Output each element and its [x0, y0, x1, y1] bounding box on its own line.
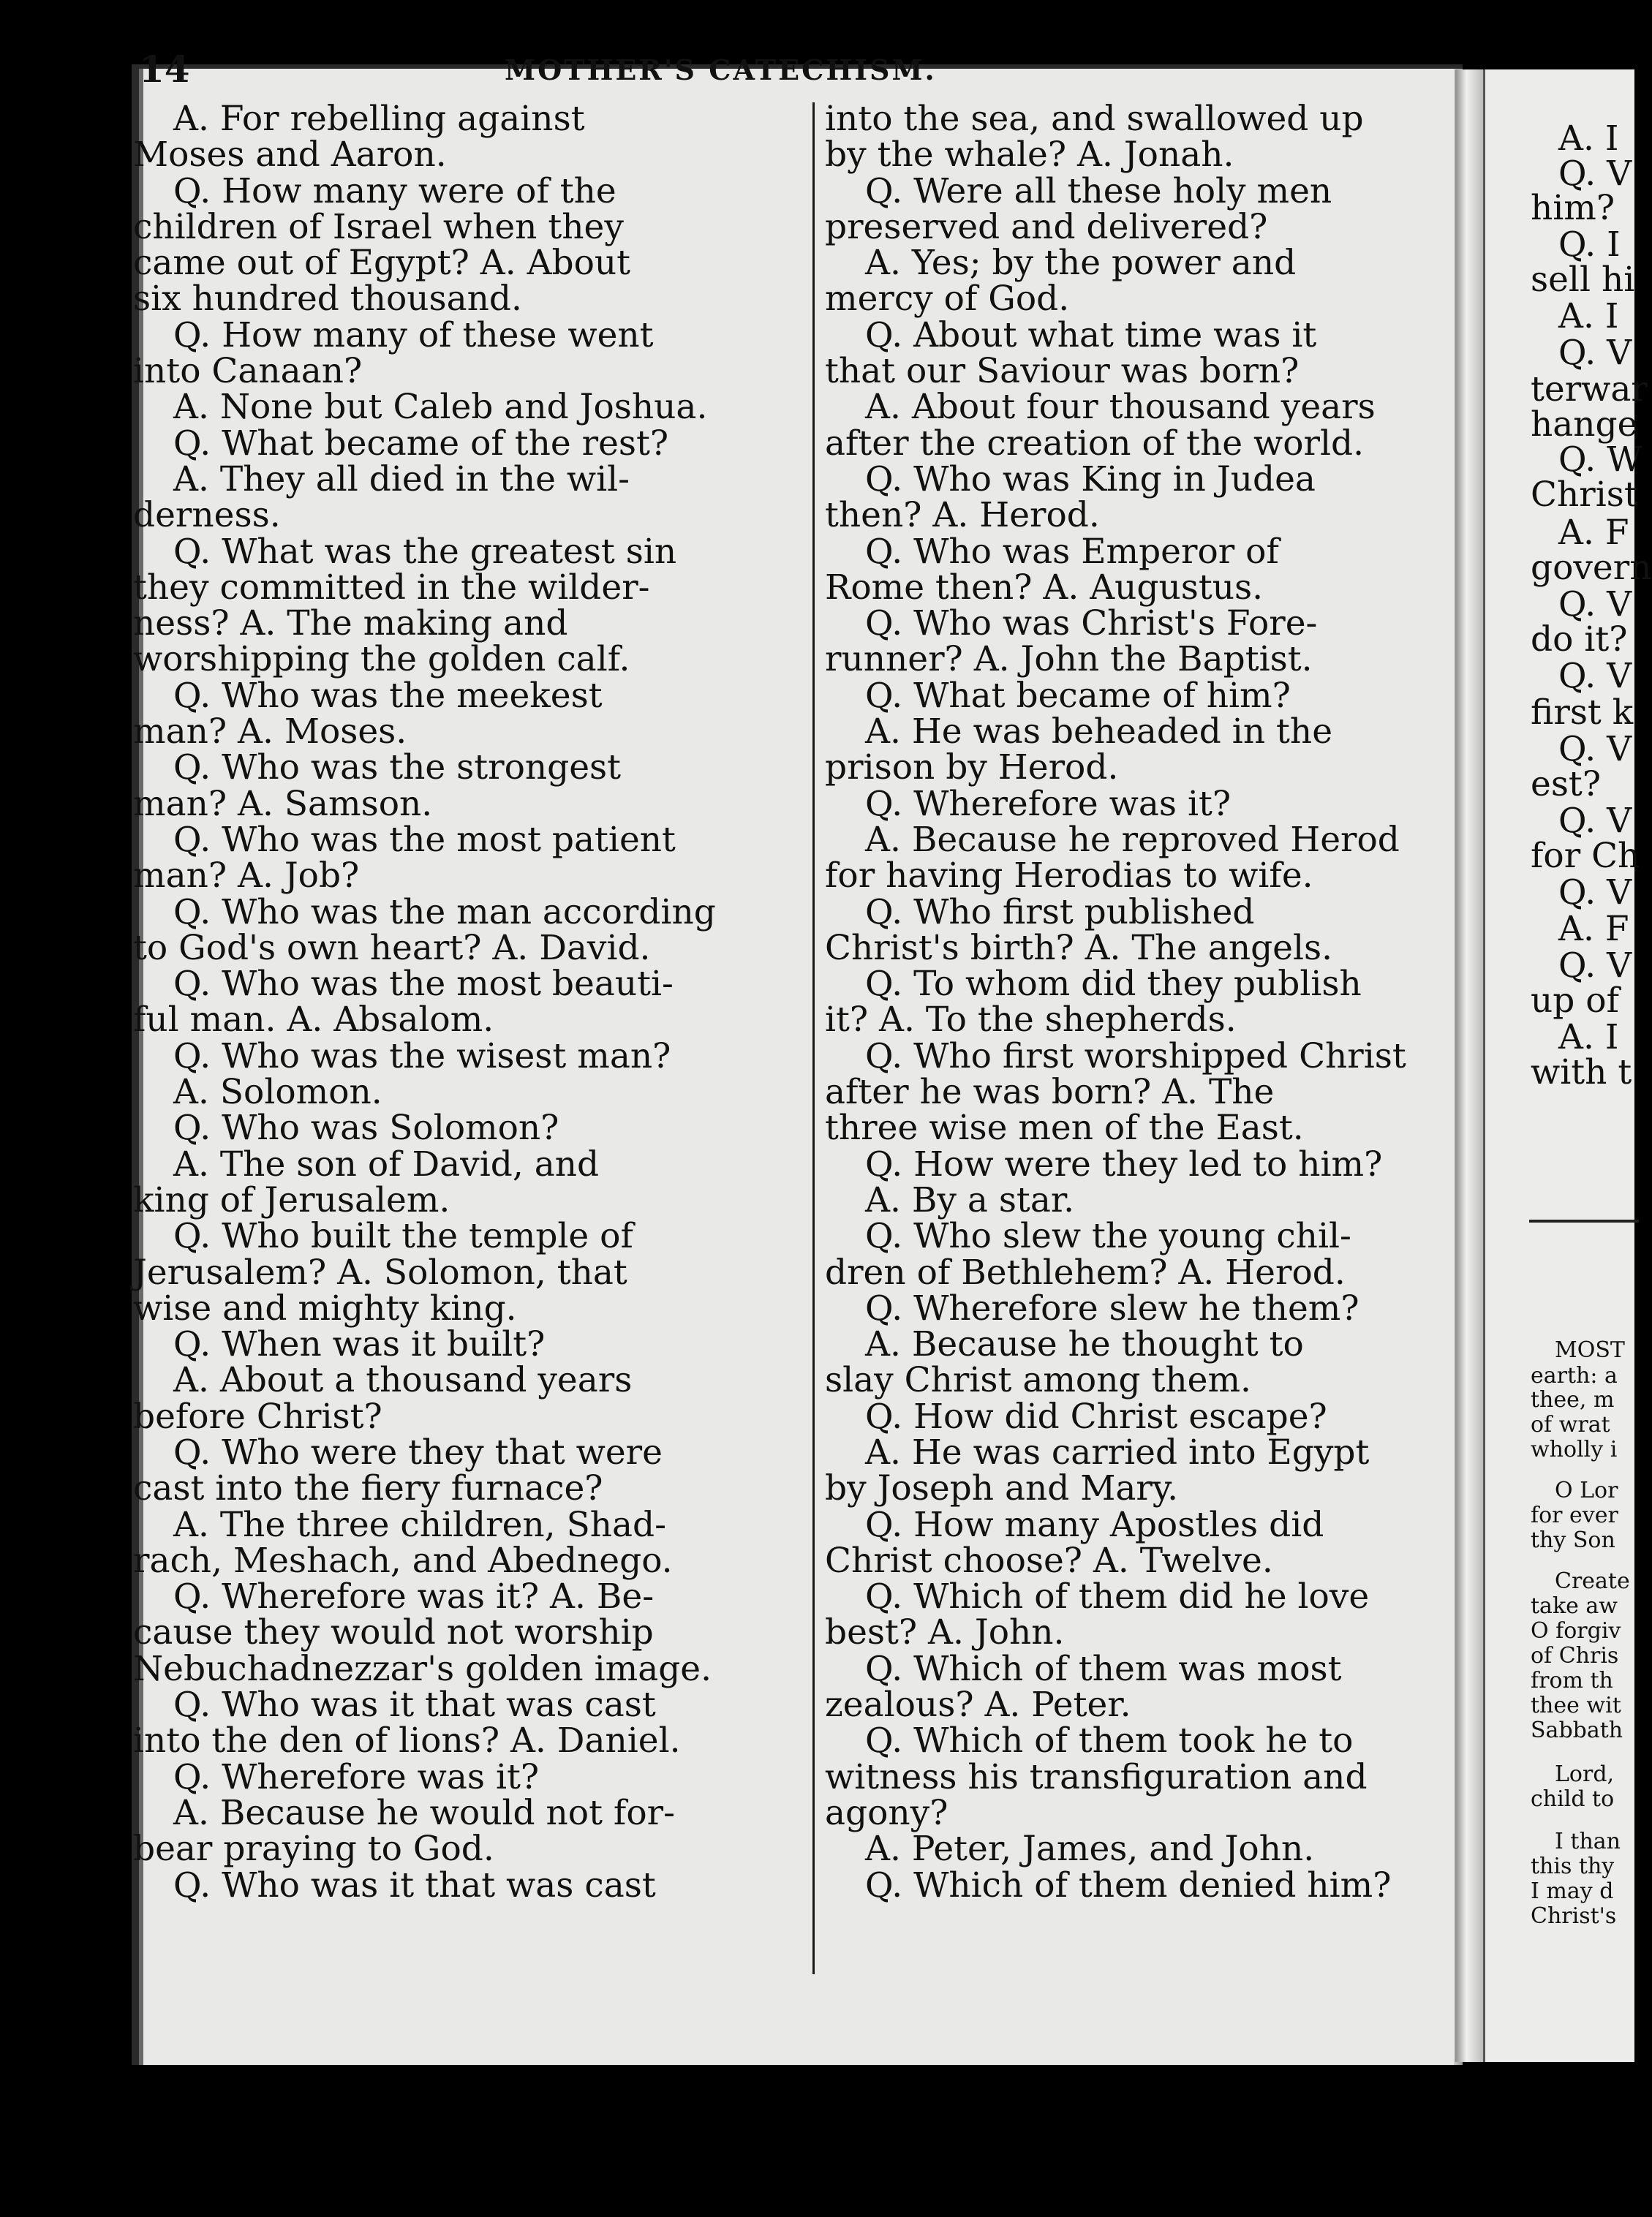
right-page-fragment: Q. W: [1558, 439, 1642, 480]
right-page-fragment: est?: [1531, 764, 1602, 804]
right-page-fragment: Q. V: [1558, 656, 1632, 696]
text-line: A. They all died in the wil-: [173, 458, 630, 499]
text-line: Q. How were they led to him?: [865, 1144, 1383, 1185]
right-page-fragment: I than: [1555, 1829, 1621, 1854]
right-page-fragment: govern: [1531, 548, 1652, 588]
text-line: runner? A. John the Baptist.: [825, 639, 1313, 680]
text-line: Q. How many were of the: [173, 170, 616, 211]
text-line: Q. Who were they that were: [173, 1432, 663, 1473]
text-line: man? A. Moses.: [133, 711, 407, 752]
text-line: Jerusalem? A. Solomon, that: [133, 1252, 627, 1293]
text-line: Q. Who was the strongest: [173, 747, 622, 788]
text-line: agony?: [825, 1792, 948, 1833]
right-page-fragment: A. I: [1558, 118, 1619, 159]
right-page-fragment: of wrat: [1531, 1412, 1610, 1438]
page-number: 14: [139, 48, 190, 91]
right-page-fragment: O Lor: [1555, 1478, 1618, 1503]
text-column-right: [825, 99, 1406, 1906]
text-line: Q. Which of them did he love: [865, 1576, 1370, 1617]
right-page-fragment: do it?: [1531, 619, 1628, 660]
right-page-fragment: Q. V: [1558, 801, 1632, 841]
text-line: Christ choose? A. Twelve.: [825, 1540, 1273, 1581]
text-line: witness his transfiguration and: [825, 1756, 1368, 1797]
text-line: Q. Who was it that was cast: [173, 1685, 656, 1726]
text-line: A. About a thousand years: [173, 1360, 633, 1401]
text-column-left: [133, 99, 810, 1906]
text-line: mercy of God.: [825, 279, 1070, 320]
text-line: A. About four thousand years: [865, 387, 1376, 428]
text-line: Rome then? A. Augustus.: [825, 567, 1264, 608]
text-line: A. Solomon.: [173, 1072, 382, 1113]
right-page-fragment: A. F: [1558, 909, 1629, 949]
text-line: for having Herodias to wife.: [825, 856, 1313, 896]
book-gutter: [1455, 69, 1483, 2062]
text-line: Q. Who first worshipped Christ: [865, 1035, 1406, 1076]
right-page-fragment: thee wit: [1531, 1693, 1621, 1718]
text-line: Q. How many of these went: [173, 314, 654, 355]
right-page-fragment: first k: [1531, 692, 1634, 733]
right-page-fragment: Create: [1555, 1568, 1630, 1594]
text-line: Q. To whom did they publish: [865, 964, 1362, 1005]
text-line: Q. Who slew the young chil-: [865, 1216, 1351, 1257]
right-page-fragment: Q. V: [1558, 872, 1632, 913]
text-line: that our Saviour was born?: [825, 351, 1300, 392]
right-page-fragment: Q. V: [1558, 945, 1632, 986]
text-line: Q. Wherefore was it?: [865, 783, 1232, 824]
text-line: preserved and delivered?: [825, 206, 1268, 247]
text-line: Q. Who first published: [865, 891, 1255, 932]
text-line: Q. Wherefore was it? A. Be-: [173, 1576, 655, 1617]
text-line: Q. Who was Christ's Fore-: [865, 603, 1318, 644]
right-page-fragment: Sabbath: [1531, 1718, 1623, 1743]
text-line: Q. Who was Solomon?: [173, 1108, 559, 1149]
right-page-fragment: Christ's: [1531, 1903, 1617, 1929]
right-page-fragment: up of: [1531, 981, 1619, 1021]
right-page-fragment: Christ: [1531, 475, 1638, 515]
text-line: Moses and Aaron.: [133, 135, 447, 175]
text-line: three wise men of the East.: [825, 1108, 1304, 1149]
right-page-fragment: A. F: [1558, 513, 1629, 553]
text-line: Q. Who built the temple of: [173, 1216, 633, 1257]
right-page-fragment: Q. I: [1558, 224, 1621, 265]
text-line: cause they would not worship: [133, 1612, 654, 1653]
text-line: into the sea, and swallowed up: [825, 99, 1364, 139]
text-line: wise and mighty king.: [133, 1288, 517, 1329]
text-line: before Christ?: [133, 1396, 382, 1437]
text-line: Q. Who was the most beauti-: [173, 964, 674, 1005]
column-divider: [812, 102, 815, 1974]
text-line: Christ's birth? A. The angels.: [825, 927, 1333, 968]
text-line: Q. Who was the wisest man?: [173, 1035, 671, 1076]
text-line: after he was born? A. The: [825, 1072, 1275, 1113]
text-line: ness? A. The making and: [133, 603, 568, 644]
text-line: derness.: [133, 495, 281, 536]
right-page-fragment: hange: [1531, 404, 1638, 445]
right-page-fragment: this thy: [1531, 1854, 1615, 1879]
text-line: Q. What was the greatest sin: [173, 531, 677, 572]
right-page-fragment: thy Son: [1531, 1527, 1615, 1553]
text-line: king of Jerusalem.: [133, 1179, 450, 1220]
text-line: worshipping the golden calf.: [133, 639, 630, 680]
text-line: into the den of lions? A. Daniel.: [133, 1721, 681, 1761]
right-page-fragment: for Ch: [1531, 836, 1640, 876]
text-line: to God's own heart? A. David.: [133, 927, 651, 968]
text-line: Q. Which of them was most: [865, 1648, 1342, 1689]
text-line: A. He was beheaded in the: [865, 711, 1333, 752]
text-line: Q. Were all these holy men: [865, 170, 1332, 211]
right-page-fragment: take aw: [1531, 1593, 1618, 1619]
text-line: Q. What became of the rest?: [173, 423, 669, 464]
text-line: ful man. A. Absalom.: [133, 1000, 494, 1040]
text-line: A. Peter, James, and John.: [865, 1829, 1315, 1870]
text-line: then? A. Herod.: [825, 495, 1100, 536]
text-line: Q. Who was the man according: [173, 891, 716, 932]
right-page-fragment: with t: [1531, 1052, 1632, 1092]
text-line: A. The three children, Shad-: [173, 1504, 667, 1545]
right-page-fragment: thee, m: [1531, 1387, 1615, 1413]
text-line: Q. How did Christ escape?: [865, 1396, 1327, 1437]
right-page-partial: [1483, 69, 1652, 2062]
text-line: A. Because he thought to: [865, 1324, 1304, 1365]
text-line: A. For rebelling against: [173, 99, 585, 139]
text-line: Q. Who was King in Judea: [865, 458, 1316, 499]
text-line: Q. Who was the meekest: [173, 675, 603, 716]
right-page-fragment: Q. V: [1558, 333, 1632, 373]
text-line: Q. Wherefore slew he them?: [865, 1288, 1359, 1329]
right-page-fragment: from th: [1531, 1668, 1613, 1693]
right-page-fragment: him?: [1531, 188, 1615, 228]
text-line: Q. Wherefore was it?: [173, 1756, 540, 1797]
text-line: six hundred thousand.: [133, 279, 522, 320]
text-line: man? A. Job?: [133, 856, 360, 896]
text-line: A. He was carried into Egypt: [865, 1432, 1370, 1473]
right-page-fragment: wholly i: [1531, 1437, 1618, 1462]
text-line: Q. Who was Emperor of: [865, 531, 1279, 572]
text-line: children of Israel when they: [133, 206, 624, 247]
text-line: A. The son of David, and: [173, 1144, 600, 1185]
text-line: A. None but Caleb and Joshua.: [173, 387, 708, 428]
text-line: Q. What became of him?: [865, 675, 1291, 716]
right-page-fragment: of Chris: [1531, 1643, 1619, 1669]
text-line: by Joseph and Mary.: [825, 1468, 1179, 1509]
right-page-fragment: Q. V: [1558, 729, 1632, 769]
text-line: bear praying to God.: [133, 1829, 494, 1870]
text-line: dren of Bethlehem? A. Herod.: [825, 1252, 1346, 1293]
text-line: cast into the fiery furnace?: [133, 1468, 603, 1509]
text-line: they committed in the wilder-: [133, 567, 650, 608]
right-page-fragment: child to: [1531, 1786, 1615, 1812]
right-page-fragment: Q. V: [1558, 584, 1632, 624]
text-line: A. Because he reproved Herod: [865, 819, 1400, 860]
text-line: Q. Who was the most patient: [173, 819, 676, 860]
right-page-fragment: Lord,: [1555, 1761, 1615, 1787]
right-page-fragment: O forgiv: [1531, 1618, 1621, 1644]
right-page-fragment: A. I: [1558, 1017, 1619, 1057]
right-page-fragment: sell hi: [1531, 260, 1635, 300]
text-line: prison by Herod.: [825, 747, 1119, 788]
text-line: rach, Meshach, and Abednego.: [133, 1540, 673, 1581]
text-line: by the whale? A. Jonah.: [825, 135, 1234, 175]
text-line: A. Because he would not for-: [173, 1792, 675, 1833]
text-line: Q. Which of them denied him?: [865, 1865, 1392, 1906]
page-header: [139, 48, 1038, 99]
right-page-fragment: Q. V: [1558, 154, 1632, 194]
text-line: after the creation of the world.: [825, 423, 1365, 464]
text-line: it? A. To the shepherds.: [825, 1000, 1237, 1040]
text-line: Q. Who was it that was cast: [173, 1865, 656, 1906]
text-line: Q. When was it built?: [173, 1324, 546, 1365]
text-line: Q. How many Apostles did: [865, 1504, 1324, 1545]
right-page-fragment: MOST: [1555, 1337, 1625, 1363]
text-line: best? A. John.: [825, 1612, 1065, 1653]
right-page-fragment: terwar: [1531, 369, 1648, 409]
text-line: Q. About what time was it: [865, 314, 1317, 355]
text-line: into Canaan?: [133, 351, 363, 392]
running-title: MOTHER'S CATECHISM.: [505, 53, 937, 86]
text-line: slay Christ among them.: [825, 1360, 1252, 1401]
right-page-fragment: A. I: [1558, 296, 1619, 336]
right-page-fragment: earth: a: [1531, 1363, 1618, 1389]
section-rule: [1529, 1220, 1639, 1223]
text-line: zealous? A. Peter.: [825, 1685, 1131, 1726]
text-line: man? A. Samson.: [133, 783, 433, 824]
text-line: came out of Egypt? A. About: [133, 243, 631, 284]
text-line: Q. Which of them took he to: [865, 1721, 1354, 1761]
text-line: Nebuchadnezzar's golden image.: [133, 1648, 712, 1689]
text-line: A. By a star.: [865, 1179, 1075, 1220]
text-line: A. Yes; by the power and: [865, 243, 1297, 284]
right-page-fragment: for ever: [1531, 1503, 1618, 1528]
right-page-fragment: I may d: [1531, 1878, 1614, 1904]
